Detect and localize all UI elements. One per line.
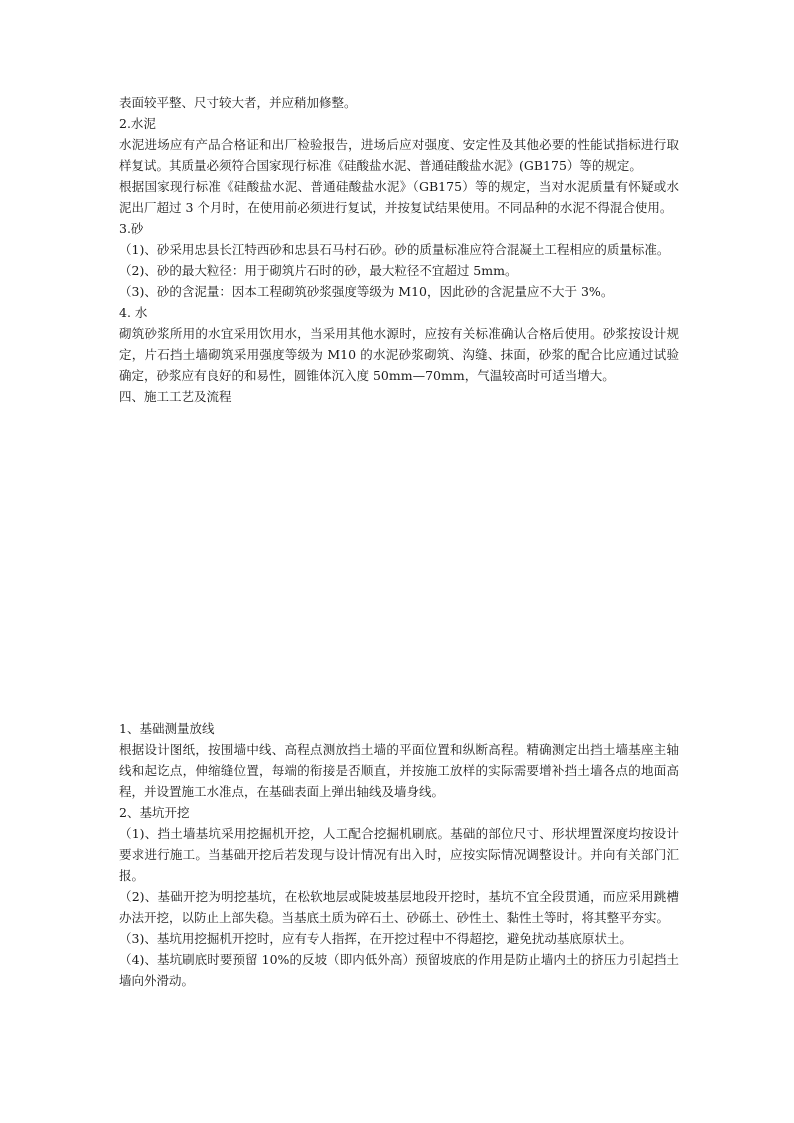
materials-section <box>119 92 679 407</box>
sand-item: （3)、砂的含泥量：因本工程砌筑砂浆强度等级为 M10，因此砂的含泥量应不大于 3%。 <box>119 284 614 299</box>
cement-heading: 2.水泥 <box>119 116 156 131</box>
sand-heading: 3.砂 <box>119 221 144 236</box>
excavation-item: （2)、基础开挖为明挖基坑，在松软地层或陡坡基层地段开挖时，基坑不宜全段贯通，而应采用跳槽办法开挖，以防止上部失稳。当基底土质为碎石土、砂砾土、砂性土、黏性土等时，将其整平夯实。 <box>119 889 679 925</box>
excavation-item: （3)、基坑用挖掘机开挖时，应有专人指挥，在开挖过程中不得超挖，避免扰动基底原状土。 <box>119 931 632 946</box>
sand-item: （1)、砂采用忠县长江特西砂和忠县石马村石砂。砂的质量标准应符合混凝土工程相应的质量标准。 <box>119 242 670 257</box>
continuation-paragraph: 表面较平整、尺寸较大者，并应稍加修整。 <box>119 95 357 110</box>
survey-paragraph: 根据设计图纸，按围墙中线、高程点测放挡土墙的平面位置和纵断高程。精确测定出挡土墙基座主轴线和起讫点，伸缩缝位置，每端的衔接是否顺直，并按施工放样的实际需要增补挡土墙各点的地面高程，并设置施工水准点，在基础表面上弹出轴线及墙身线。 <box>119 742 679 799</box>
cement-paragraph-1: 水泥进场应有产品合格证和出厂检验报告，进场后应对强度、安定性及其他必要的性能试指标进行取样复试。其质量必须符合国家现行标准《硅酸盐水泥、普通硅酸盐水泥》(GB175）等的规定。 <box>119 137 679 173</box>
survey-heading: 1、基础测量放线 <box>119 721 215 736</box>
excavation-item: （1)、挡土墙基坑采用挖掘机开挖，人工配合挖掘机刷底。基础的部位尺寸、形状埋置深度均按设计要求进行施工。当基础开挖后若发现与设计情况有出入时，应按实际情况调整设计。并向有关部门汇报。 <box>119 826 679 883</box>
blank-figure-area <box>119 500 679 710</box>
water-heading: 4. 水 <box>119 305 148 320</box>
process-heading: 四、施工工艺及流程 <box>119 389 232 404</box>
construction-section <box>119 718 679 991</box>
excavation-heading: 2、基坑开挖 <box>119 805 190 820</box>
excavation-item: （4)、基坑刷底时要预留 10%的反坡（即内低外高）预留坡底的作用是防止墙内土的挤压力引起挡土墙向外滑动。 <box>119 952 679 988</box>
water-paragraph: 砌筑砂浆所用的水宜采用饮用水，当采用其他水源时，应按有关标准确认合格后使用。砂浆按设计规定，片石挡土墙砌筑采用强度等级为 M10 的水泥砂浆砌筑、沟缝、抹面，砂浆的配合比应通过试验确定，砂浆应有良好的和易性，圆锥体沉入度 50mm—70mm，气温较高时可适当增大。 <box>119 326 679 383</box>
cement-paragraph-2: 根据国家现行标准《硅酸盐水泥、普通硅酸盐水泥》（GB175）等的规定，当对水泥质量有怀疑或水泥出厂超过 3 个月时，在使用前必须进行复试，并按复试结果使用。不同品种的水泥不得混合使用。 <box>119 179 679 215</box>
sand-item: （2)、砂的最大粒径：用于砌筑片石时的砂，最大粒径不宜超过 5mm。 <box>119 263 518 278</box>
